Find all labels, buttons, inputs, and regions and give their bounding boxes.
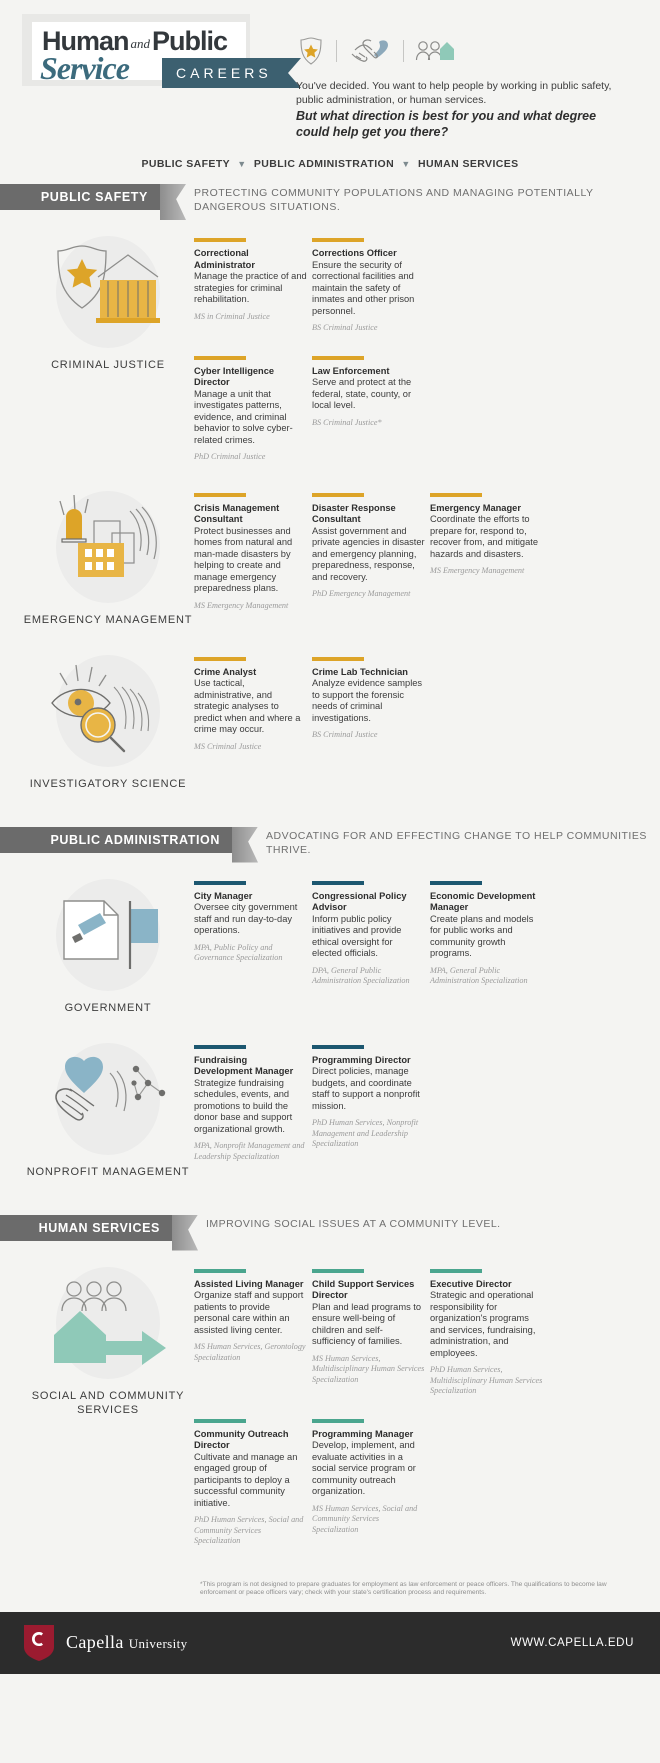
group-spacer (0, 1015, 660, 1037)
card-job-description: Inform public policy initiatives and provide ethical oversight for elected officials. (312, 913, 402, 958)
career-card[interactable] (430, 873, 543, 987)
card-job-description: Coordinate the efforts to prepare for, respond to, recover from, and mitigate hazards and disasters. (430, 514, 538, 559)
card-accent-rule (312, 238, 364, 242)
nav-item-public-safety[interactable]: PUBLIC SAFETY (141, 158, 230, 170)
section-description-public-safety: PROTECTING COMMUNITY POPULATIONS AND MANAGING POTENTIALLY DANGEROUS SITUATIONS. (194, 187, 594, 213)
card-job-description: Strategic and operational responsibility for organization's programs and services, fundraising, administration, and employees. (430, 1290, 536, 1358)
card-accent-rule (430, 493, 482, 497)
group-spacer (0, 1547, 660, 1569)
career-card[interactable] (312, 873, 425, 987)
category-group (0, 873, 660, 1015)
career-card[interactable] (312, 649, 425, 753)
category-group (0, 230, 660, 463)
career-card-row (194, 1037, 660, 1163)
section-public-administration (0, 827, 660, 1201)
career-card-row (194, 230, 660, 334)
capella-shield-icon (22, 1623, 56, 1663)
card-degree: BS Criminal Justice (312, 323, 378, 332)
card-job-title: Fundraising Development Manager (194, 1054, 294, 1076)
career-card[interactable] (312, 230, 425, 334)
badge-courthouse-icon (38, 232, 178, 352)
career-card[interactable] (312, 348, 425, 463)
category-icon-backdrop (56, 491, 160, 603)
careers-ribbon: CAREERS (162, 58, 288, 88)
card-degree: PhD Emergency Management (312, 589, 411, 598)
footer-brand-group (22, 1623, 188, 1663)
card-accent-rule (194, 881, 246, 885)
career-cards (194, 873, 660, 1015)
card-degree: MS Emergency Management (430, 566, 525, 575)
logo-word-human: Human (42, 26, 129, 56)
category-label: EMERGENCY MANAGEMENT (23, 613, 193, 626)
logo-word-and: and (130, 36, 151, 51)
logo-word-public: Public (152, 26, 228, 56)
card-job-title: Executive Director (430, 1278, 512, 1289)
section-public-safety (0, 184, 660, 813)
career-card[interactable] (312, 485, 425, 612)
card-job-description: Develop, implement, and evaluate activities in a social service program or community outreach organization. (312, 1440, 416, 1496)
category-label: SOCIAL AND COMMUNITY SERVICES (31, 1389, 185, 1416)
group-spacer (0, 463, 660, 485)
card-accent-rule (312, 657, 364, 661)
card-job-title: Programming Manager (312, 1428, 414, 1439)
footer-brand-sub: University (128, 1636, 188, 1652)
card-job-title: Disaster Response Consultant (312, 502, 396, 524)
card-job-description: Direct policies, manage budgets, and coordinate staff to support a nonprofit mission. (312, 1066, 420, 1111)
card-accent-rule (194, 1269, 246, 1273)
card-accent-rule (312, 1419, 364, 1423)
card-job-title: Child Support Services Director (312, 1278, 415, 1300)
career-cards (194, 230, 660, 463)
card-accent-rule (430, 1269, 482, 1273)
card-degree: PhD Criminal Justice (194, 452, 266, 461)
career-card-row (194, 1261, 660, 1397)
card-accent-rule (194, 356, 246, 360)
card-degree: PhD Human Services, Nonprofit Management and Leadership Specialization (312, 1118, 419, 1148)
sections-container (0, 184, 660, 1569)
category-label: GOVERNMENT (64, 1001, 152, 1014)
category-icon-column (22, 485, 194, 627)
people-home-icon (414, 36, 460, 66)
card-job-description: Organize staff and support patients to provide personal care within an assisted living center. (194, 1290, 304, 1335)
category-label: CRIMINAL JUSTICE (51, 359, 165, 371)
card-degree: MS Human Services, Multidisciplinary Human Services Specialization (312, 1353, 425, 1384)
section-description-public-administration: ADVOCATING FOR AND EFFECTING CHANGE TO HELP COMMUNITIES THRIVE. (266, 829, 647, 856)
category-group (0, 1037, 660, 1179)
header-copy (296, 80, 626, 140)
career-cards (194, 485, 660, 627)
card-degree: MS Emergency Management (194, 600, 289, 610)
footnote-text: *This program is not designed to prepare graduates for employment as law enforcement or peace officers. The qualifications to become law enforcement or peace officers vary; check with your state's certification process and requirements. (200, 1580, 607, 1597)
card-degree: MS Criminal Justice (194, 741, 262, 751)
category-icon-backdrop (56, 236, 160, 348)
section-banner-tail (160, 184, 186, 220)
card-degree: MPA, Nonprofit Management and Leadership Specialization (194, 1141, 305, 1161)
handshake-heart-icon (347, 36, 393, 66)
career-card-row (194, 873, 660, 987)
card-job-description: Assist government and private agencies in disaster and emergency planning, preparedness, response, and recovery. (312, 525, 425, 582)
card-job-description: Create plans and models for public works and community growth programs. (430, 913, 534, 958)
header-icon-row (296, 36, 460, 66)
card-accent-rule (194, 1419, 246, 1423)
card-job-title: Emergency Manager (430, 502, 521, 513)
card-job-description: Serve and protect at the federal, state, county, or local level. (312, 377, 412, 410)
card-job-title: Economic Development Manager (430, 890, 536, 912)
career-cards (194, 649, 660, 791)
header-icon-divider-2 (403, 40, 404, 62)
header-lead-text: You've decided. You want to help people by working in public safety, public administration, or human services. (296, 80, 612, 106)
header (0, 0, 660, 152)
card-accent-rule (194, 238, 246, 242)
section-banner-public-safety: PUBLIC SAFETY (0, 184, 160, 210)
card-degree: PhD Human Services, Social and Community Services Specialization (194, 1515, 304, 1545)
logo-title-line2: Service (40, 50, 129, 86)
category-icon-column (22, 649, 194, 791)
career-card[interactable] (312, 1411, 425, 1547)
chevron-down-icon-2: ▼ (401, 159, 411, 169)
career-cards (194, 1037, 660, 1179)
card-degree: MS Human Services, Social and Community Services Specialization (312, 1503, 418, 1534)
card-job-title: Correctional Administrator (194, 248, 255, 270)
card-job-description: Manage a unit that investigates patterns, evidence, and criminal behavior to solve cyber-related crimes. (194, 388, 293, 445)
section-banner-tail (232, 827, 258, 863)
section-human-services (0, 1215, 660, 1569)
career-card-row (194, 1411, 660, 1547)
card-job-title: Programming Director (312, 1054, 411, 1065)
section-banner-row (0, 827, 660, 873)
police-badge-icon (296, 36, 326, 66)
category-icon-column (22, 873, 194, 1015)
career-card-row (194, 649, 660, 753)
career-card[interactable] (194, 873, 307, 987)
nav-item-public-administration[interactable]: PUBLIC ADMINISTRATION (253, 158, 395, 170)
category-group (0, 1261, 660, 1547)
card-job-title: Crisis Management Consultant (194, 502, 280, 524)
card-degree: MS Human Services, Gerontology Specialization (194, 1342, 306, 1362)
career-cards (194, 1261, 660, 1547)
group-spacer (0, 627, 660, 649)
career-card[interactable] (430, 1261, 543, 1397)
people-house-arrow-icon (38, 1263, 178, 1383)
category-label: INVESTIGATORY SCIENCE (29, 777, 187, 790)
eye-magnifier-icon (38, 651, 178, 771)
card-job-description: Use tactical, administrative, and strategic analyses to predict when and where a crime may occur. (194, 678, 301, 734)
card-job-description: Plan and lead programs to ensure well-being of children and self-sufficiency of families. (312, 1301, 422, 1346)
career-card[interactable] (430, 485, 543, 612)
card-job-title: City Manager (194, 890, 253, 901)
hands-heart-network-icon (38, 1039, 178, 1159)
card-job-description: Protect businesses and homes from natural and man-made disasters by helping to create and manage emergency preparedness plans. (194, 525, 293, 593)
category-icon-backdrop (56, 1043, 160, 1155)
card-job-title: Law Enforcement (312, 365, 390, 376)
chevron-down-icon-1: ▼ (237, 159, 247, 169)
document-flag-icon (38, 875, 178, 995)
footer-brand-name (66, 1632, 188, 1653)
card-job-title: Cyber Intelligence Director (194, 365, 275, 387)
career-card-row (194, 485, 660, 612)
section-description-human-services: IMPROVING SOCIAL ISSUES AT A COMMUNITY LEVEL. (206, 1217, 501, 1230)
card-job-title: Crime Analyst (194, 666, 257, 677)
card-job-description: Manage the practice of and strategies for criminal rehabilitation. (194, 271, 307, 304)
card-accent-rule (312, 493, 364, 497)
section-banner-row (0, 1215, 660, 1261)
header-question-text: But what direction is best for you and what degree could help get you there? (296, 109, 597, 139)
card-degree: PhD Human Services, Multidisciplinary Human Services Specialization (430, 1365, 543, 1395)
card-accent-rule (312, 1269, 364, 1273)
category-icon-backdrop (56, 1267, 160, 1379)
card-accent-rule (312, 881, 364, 885)
card-job-description: Ensure the security of correctional facilities and maintain the safety of inmates and other prison personnel. (312, 259, 415, 316)
section-banner-tail (172, 1215, 198, 1251)
category-icon-column (22, 230, 194, 463)
category-icon-backdrop (56, 655, 160, 767)
card-degree: MPA, Public Policy and Governance Specialization (194, 942, 283, 962)
card-job-title: Assisted Living Manager (194, 1278, 304, 1289)
card-job-title: Corrections Officer (312, 248, 397, 258)
card-job-title: Crime Lab Technician (312, 666, 408, 677)
career-card-row (194, 348, 660, 463)
card-job-description: Oversee city government staff and run day-to-day operations. (194, 902, 298, 935)
group-spacer (0, 791, 660, 813)
section-banner-row (0, 184, 660, 230)
category-icon-column (22, 1037, 194, 1179)
category-icon-column (22, 1261, 194, 1547)
card-accent-rule (312, 1045, 364, 1049)
category-group (0, 649, 660, 791)
career-card[interactable] (194, 230, 307, 334)
career-card[interactable] (312, 1261, 425, 1397)
header-icon-divider-1 (336, 40, 337, 62)
career-card[interactable] (194, 1411, 307, 1547)
career-card[interactable] (194, 1037, 307, 1163)
footer-url[interactable]: WWW.CAPELLA.EDU (510, 1636, 634, 1649)
nav-item-human-services[interactable]: HUMAN SERVICES (418, 158, 519, 170)
card-degree: MS in Criminal Justice (194, 311, 270, 321)
card-degree: BS Criminal Justice* (312, 417, 382, 427)
card-job-title: Congressional Policy Advisor (312, 890, 407, 912)
category-label: NONPROFIT MANAGEMENT (26, 1165, 190, 1178)
footer-bar (0, 1612, 660, 1674)
card-job-description: Cultivate and manage an engaged group of participants to deploy a successful community initiative. (194, 1451, 298, 1508)
card-degree: DPA, General Public Administration Specialization (312, 965, 410, 985)
card-degree: BS Criminal Justice (312, 730, 378, 739)
card-accent-rule (194, 657, 246, 661)
siren-buildings-icon (38, 487, 178, 607)
career-card[interactable] (194, 649, 307, 753)
group-spacer (0, 1179, 660, 1201)
career-card[interactable] (312, 1037, 425, 1163)
career-card[interactable] (194, 485, 307, 612)
card-job-description: Analyze evidence samples to support the forensic needs of criminal investigations. (312, 678, 423, 723)
card-degree: MPA, General Public Administration Specialization (430, 965, 528, 985)
section-nav (0, 152, 660, 170)
card-accent-rule (312, 356, 364, 360)
category-icon-backdrop (56, 879, 160, 991)
footer-brand-main: Capella (66, 1632, 124, 1653)
section-banner-public-administration: PUBLIC ADMINISTRATION (0, 827, 232, 853)
card-accent-rule (194, 1045, 246, 1049)
card-accent-rule (430, 881, 482, 885)
card-accent-rule (194, 493, 246, 497)
category-group (0, 485, 660, 627)
career-card[interactable] (194, 348, 307, 463)
section-banner-human-services: HUMAN SERVICES (0, 1215, 172, 1241)
card-job-title: Community Outreach Director (194, 1428, 289, 1450)
career-card[interactable] (194, 1261, 307, 1397)
card-job-description: Strategize fundraising schedules, events, and promotions to build the donor base and support organizational growth. (194, 1077, 293, 1134)
